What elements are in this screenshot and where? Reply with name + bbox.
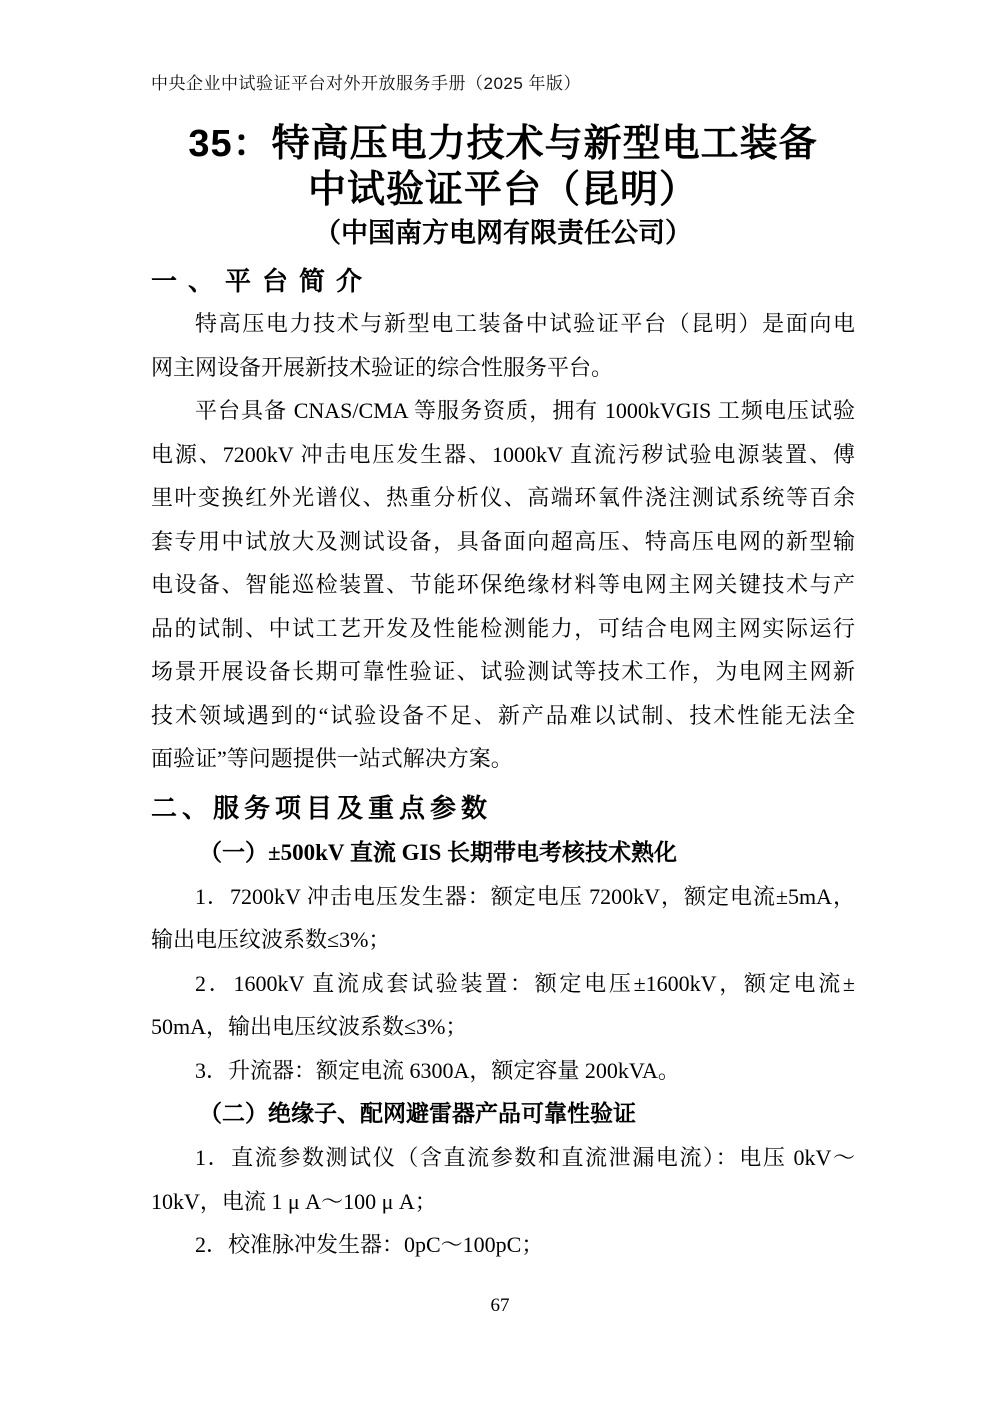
subsection-2-heading: （二）绝缘子、配网避雷器产品可靠性验证 [199, 1101, 636, 1126]
text-line: 1．7200kV 冲击电压发生器：额定电压 7200kV，额定电流±5mA， [195, 883, 855, 909]
text-line: 面验证”等问题提供一站式解决方案。 [151, 746, 513, 771]
subsection-1-heading: （一）±500kV 直流 GIS 长期带电考核技术熟化 [199, 839, 677, 865]
text-line: 2．1600kV 直流成套试验装置：额定电压±1600kV，额定电流± [195, 970, 855, 996]
text-line: 3．升流器：额定电流 6300A，额定容量 200kVA。 [195, 1057, 680, 1083]
text-line: 输出电压纹波系数≤3%； [151, 927, 391, 952]
page-number: 67 [490, 1295, 510, 1316]
text-line: 2．校准脉冲发生器：0pC～100pC； [195, 1232, 544, 1257]
text-line: 10kV，电流 1 μ A～100 μ A； [151, 1188, 437, 1214]
text-line: 平台具备 CNAS/CMA 等服务资质，拥有 1000kVGIS 工频电压试验 [195, 398, 855, 423]
text-line: 里叶变换红外光谱仪、热重分析仪、高端环氧件浇注测试系统等百余 [151, 485, 855, 510]
intro-paragraph-2 [151, 389, 855, 781]
title-line-2: 中试验证平台（昆明） [307, 169, 698, 211]
text-line: 品的试制、中试工艺开发及性能检测能力，可结合电网主网实际运行 [151, 615, 855, 641]
text-line: 场景开展设备长期可靠性验证、试验测试等技术工作，为电网主网新 [151, 659, 855, 684]
company-subtitle: （中国南方电网有限责任公司） [314, 218, 692, 248]
text-line: 套专用中试放大及测试设备，具备面向超高压、特高压电网的新型输 [151, 528, 855, 554]
sub1-item-2 [151, 962, 855, 1049]
sub1-item-1 [151, 875, 855, 962]
section-2-heading: 二、服务项目及重点参数 [151, 793, 493, 823]
document-title [151, 121, 855, 213]
text-line: 电源、7200kV 冲击电压发生器、1000kV 直流污秽试验电源装置、傅 [151, 441, 855, 467]
text-line: 50mA，输出电压纹波系数≤3%； [151, 1014, 468, 1039]
sub2-item-2 [151, 1223, 855, 1267]
text-line: 1．直流参数测试仪（含直流参数和直流泄漏电流）：电压 0kV～ [195, 1145, 855, 1170]
intro-paragraph-1 [151, 302, 855, 389]
text-line: 技术领域遇到的“试验设备不足、新产品难以试制、技术性能无法全 [151, 702, 855, 728]
running-header: 中央企业中试验证平台对外开放服务手册（2025 年版） [151, 74, 582, 93]
text-line: 特高压电力技术与新型电工装备中试验证平台（昆明）是面向电 [195, 311, 855, 336]
sub2-item-1 [151, 1136, 855, 1223]
section-1-heading: 一、平台简介 [151, 267, 374, 296]
text-line: 网主网设备开展新技术验证的综合性服务平台。 [151, 354, 614, 380]
text-line: 电设备、智能巡检装置、节能环保绝缘材料等电网主网关键技术与产 [151, 572, 855, 597]
sub1-item-3 [151, 1049, 855, 1093]
title-line-1: 35：特高压电力技术与新型电工装备 [188, 123, 818, 165]
